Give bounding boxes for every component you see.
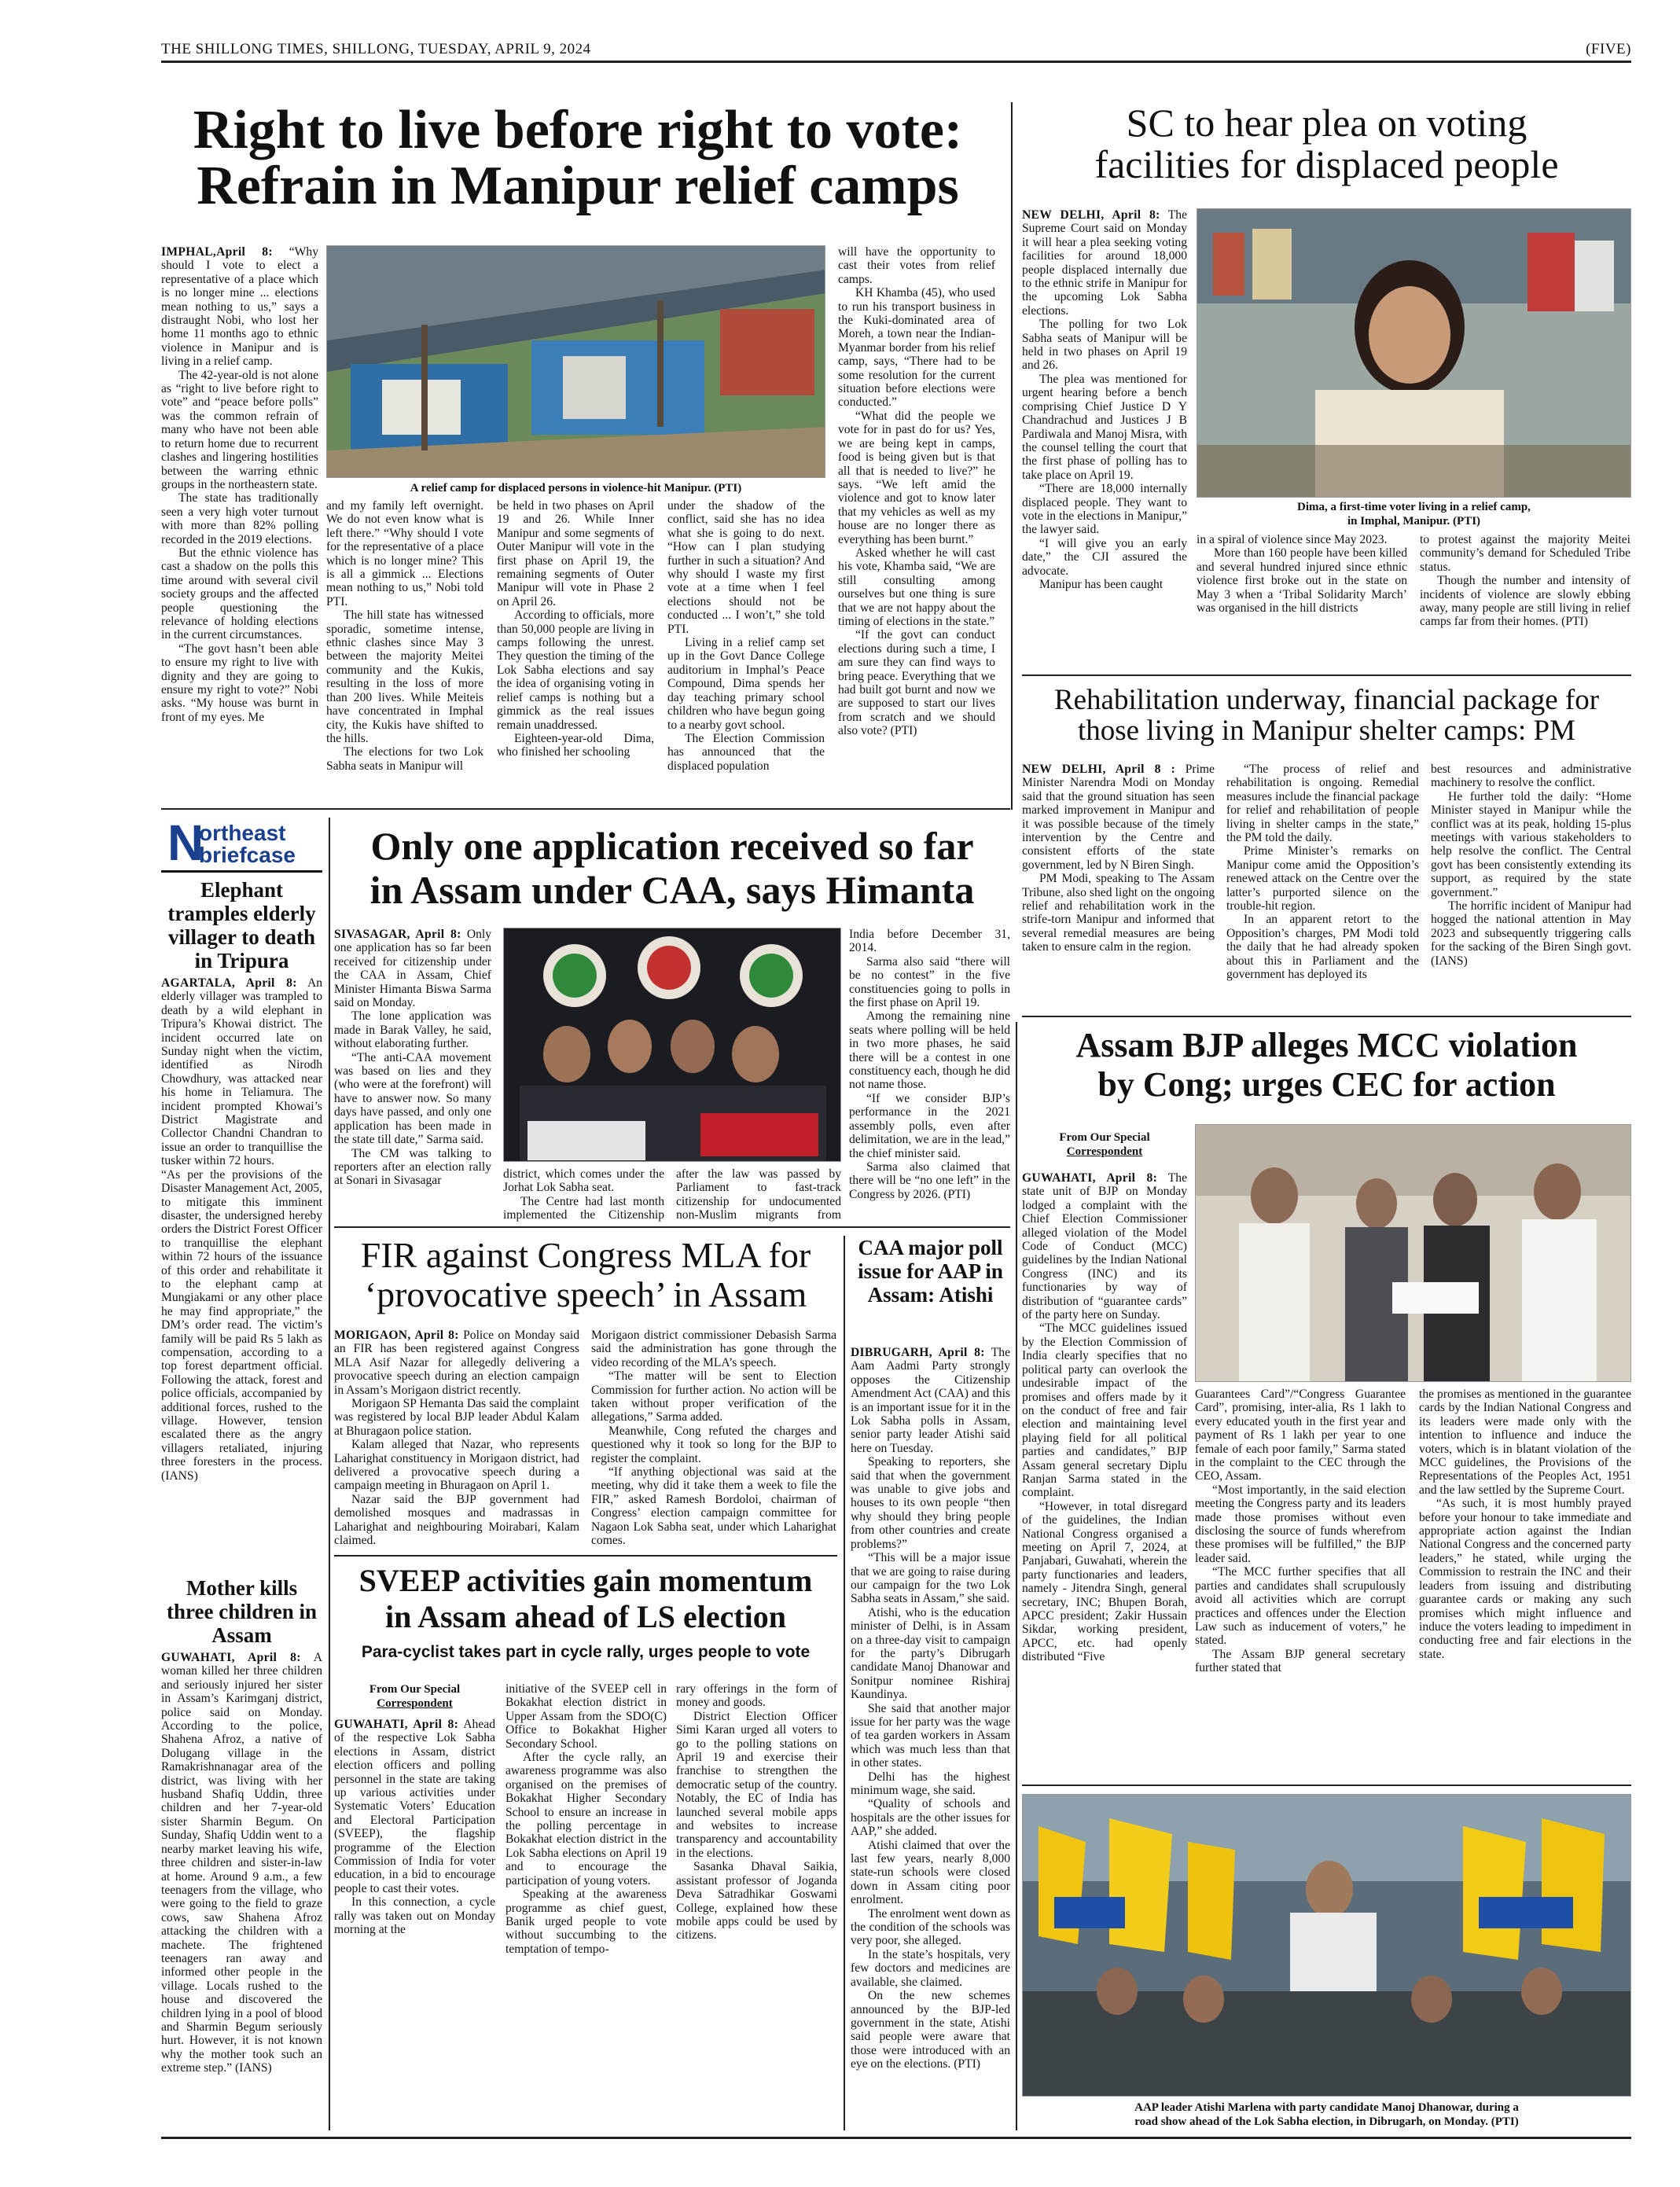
column-divider bbox=[1016, 1022, 1017, 2130]
section-rule bbox=[1022, 674, 1631, 676]
dateline: IMPHAL,April 8: bbox=[161, 245, 273, 259]
paragraph bbox=[497, 608, 654, 732]
paragraph-text: “If the govt can conduct elections during such a time, I am sure they can find ways to bring peace. Everything that we had built got burnt and now we are supposed to start our lives from scratch and we should also vote? (PTI) bbox=[838, 628, 995, 738]
paragraph bbox=[591, 1424, 836, 1465]
paragraph bbox=[851, 1770, 1010, 1798]
sc-col-2 bbox=[1197, 533, 1407, 659]
paragraph-text: best resources and administrative machinery to resolve the conflict. bbox=[1431, 763, 1631, 790]
manipur-col-5 bbox=[838, 245, 995, 796]
paragraph-text: The hill state has witnessed sporadic, sometime intense, ethnic clashes since May 3 between the majority Meitei community and the Kukis, resulting in the loss of more than 200 lives. While Meiteis have concentrated in Imphal city, the Kukis have shifted to the hills. bbox=[326, 608, 483, 745]
byline-line: Correspondent bbox=[377, 1697, 453, 1710]
paragraph bbox=[326, 608, 483, 745]
section-rule bbox=[334, 1555, 837, 1557]
dateline: GUWAHATI, April 8: bbox=[161, 1651, 301, 1664]
headline-line: in Assam ahead of LS election bbox=[384, 1599, 787, 1634]
sc-col-3 bbox=[1420, 533, 1630, 659]
paragraph bbox=[1022, 872, 1215, 954]
dateline: MORIGAON, April 8: bbox=[334, 1329, 459, 1342]
paragraph bbox=[334, 1895, 495, 1936]
paragraph bbox=[591, 1329, 836, 1369]
rehab-col-1 bbox=[1022, 763, 1215, 1002]
dateline: DIBRUGARH, April 8: bbox=[851, 1346, 985, 1359]
paragraph-text: Eighteen-year-old Dima, who finished her schooling bbox=[497, 731, 654, 759]
paragraph-text: “The anti-CAA movement was based on lies and they (who were at the forefront) will have to answer now. So many days have passed, and only one application has been made in the state till date,” Sarma said. bbox=[334, 1050, 491, 1147]
dateline: NEW DELHI, April 8 : bbox=[1022, 763, 1176, 776]
paragraph bbox=[334, 1329, 579, 1397]
paragraph-text: Sasanka Dhaval Saikia, assistant professor of Joganda Deva Satradhikar Goswami College, explained how these mobile apps could be used by citizens. bbox=[676, 1860, 837, 1943]
paragraph bbox=[161, 491, 318, 546]
headline-sveep bbox=[334, 1563, 837, 1635]
byline-line: Correspondent bbox=[1066, 1145, 1143, 1158]
paragraph bbox=[503, 1167, 664, 1195]
caa-col-2 bbox=[503, 1167, 664, 1222]
paragraph bbox=[851, 1551, 1010, 1606]
paragraph-text: initiative of the SVEEP cell in Bokakhat election district in Upper Assam from the SDO(C) Office to Bokakhat Higher Secondary School. bbox=[505, 1682, 667, 1751]
paragraph-text: “There are 18,000 internally displaced people. They want to vote in the elections in Manipur,” the lawyer said. bbox=[1022, 482, 1187, 537]
paragraph bbox=[505, 1887, 667, 1956]
paragraph bbox=[591, 1465, 836, 1547]
paragraph-text: India before December 31, 2014. bbox=[849, 928, 1010, 955]
paragraph-text: “Most importantly, in the said election meeting the Congress party and its leaders made those promises without even disclosing the source of funds wherefrom these promises will be fulfilled,” the BJP leader said. bbox=[1195, 1483, 1406, 1565]
headline-line: ‘provocative speech’ in Assam bbox=[364, 1274, 807, 1314]
headline-line: FIR against Congress MLA for bbox=[360, 1235, 811, 1275]
paragraph-text: and my family left overnight. We do not even know what is left there.” “Why should I vote for the representative of a place which is no longer mine? This is all a gimmick ... Elections mean nothing to us,” Nobi told PTI. bbox=[326, 499, 483, 608]
paragraph-text: “The matter will be sent to Election Commission for further action. No action will be taken without proper verification of the allegations,” Sarma added. bbox=[591, 1369, 836, 1424]
caption-line: road show ahead of the Lok Sabha election, in Dibrugarh, on Monday. (PTI) bbox=[1134, 2115, 1519, 2128]
brief-story-1 bbox=[161, 976, 322, 1574]
dateline: GUWAHATI, April 8: bbox=[1022, 1171, 1158, 1185]
aap-roadshow-photo bbox=[1022, 1794, 1631, 2097]
headline-line: by Cong; urges CEC for action bbox=[1097, 1065, 1556, 1104]
dateline: NEW DELHI, April 8: bbox=[1022, 208, 1160, 222]
paragraph bbox=[497, 732, 654, 759]
paragraph bbox=[851, 1948, 1010, 1989]
paragraph-text bbox=[334, 1548, 579, 1549]
paragraph-text: More than 160 people have been killed and several hundred injured since ethnic violence first broke out in the state on May 3 when a ‘Tribal Solidarity March’ was organised in the hill districts bbox=[1197, 546, 1407, 616]
logo-word-1: ortheast bbox=[199, 821, 286, 845]
paragraph-text: “Why should I vote to elect a representative of a place which is no longer mine ... elections mean nothing to us,” says a distraught Nobi, who lost her home 11 months ago to ethnic violence in Manipur and is living in a relief camp. bbox=[161, 245, 318, 369]
caption-line: Dima, a first-time voter living in a relief camp, bbox=[1297, 501, 1531, 513]
paragraph-text: Guarantees Card”/“Congress Guarantee Card”, promising, inter-alia, Rs 1 lakh to every educated youth in the first year and payment of Rs 1 lakh per year to one female of each poor family,” Sarma stated in the complaint to the CEC through the CEO, Assam. bbox=[1195, 1388, 1406, 1483]
caa-col-4 bbox=[849, 928, 1010, 1218]
paragraph-text: She said that another major issue for her party was the wage of tea garden workers in Assam which was much less than that in other states. bbox=[851, 1701, 1010, 1770]
paragraph bbox=[849, 1160, 1010, 1201]
paragraph bbox=[849, 928, 1010, 955]
paragraph-text: The Aam Aadmi Party strongly opposes the Citizenship Amendment Act (CAA) and this is an important issue for it in the Lok Sabha polls in Assam, senior party leader Atishi said here on Tuesday. bbox=[851, 1346, 1010, 1455]
paragraph-text: “The process of relief and rehabilitation is ongoing. Remedial measures include the financial package for relief and rehabilitation of people living in shelter camps in the state,” the PM told the daily. bbox=[1226, 763, 1419, 845]
paragraph bbox=[334, 1397, 579, 1438]
paragraph-text bbox=[591, 1548, 836, 1549]
headline-line: Only one application received so far bbox=[370, 824, 974, 868]
paragraph bbox=[676, 1710, 837, 1860]
paragraph-text: He further told the daily: “Home Minister stayed in Manipur while the conflict was at its peak, holding 15-plus meetings with various stakeholders to help resolve the conflict. The Central govt has been consistently extending its support, as required by the state government.” bbox=[1431, 789, 1631, 899]
paragraph-text: “The govt hasn’t been able to ensure my right to live with dignity and they are going to ensure my right to vote?” Nobi asks. “My house was burnt in front of my eyes. Me bbox=[161, 641, 318, 724]
paragraph bbox=[838, 286, 995, 410]
dima-caption bbox=[1197, 500, 1631, 528]
paragraph bbox=[851, 1702, 1010, 1770]
paragraph-text: rary offerings in the form of money and goods. bbox=[676, 1682, 837, 1710]
manipur-col-2 bbox=[326, 499, 483, 796]
column-divider bbox=[844, 1236, 845, 2130]
headline-sc bbox=[1022, 102, 1631, 185]
paragraph-text: Meanwhile, Cong refuted the charges and questioned why it took so long for the BJP to register the complaint. bbox=[591, 1424, 836, 1465]
headline-line: those living in Manipur shelter camps: PM bbox=[1077, 714, 1576, 747]
paragraph-text: will have the opportunity to cast their votes from relief camps. bbox=[838, 245, 995, 286]
fir-col-1 bbox=[334, 1329, 579, 1549]
paragraph bbox=[161, 1651, 322, 2075]
headline-manipur bbox=[161, 102, 994, 215]
section-rule bbox=[334, 1226, 1010, 1228]
paragraph bbox=[1419, 1497, 1631, 1661]
paragraph-text: under the shadow of the conflict, said she has no idea what she is going to do next. “How can I plan studying further in such a situation? And why should I waste my first vote at a time when I feel elections should not be conducted ... I won’t,” she told PTI. bbox=[667, 499, 825, 636]
dateline: GUWAHATI, April 8: bbox=[334, 1718, 459, 1731]
paragraph bbox=[1197, 533, 1407, 546]
paragraph-text: “As per the provisions of the Disaster Management Act, 2005, to mitigate this imminent disaster, the undersigned hereby orders the District Forest Officer to tranquillise the elephant within 72 hours of the issuance of this order and rehabilitate it to the elephant camp at Mungiakami or any other place he may find appropriate,” the DM’s order read. The victim’s family will be paid Rs 5 lakh as compensation, according to a top forest department official. Following the attack, forest and police officials, accompanied by additional forces, rushed to the village. However, tension escalated there as the angry villagers retaliated, injuring three foresters in the process. (IANS) bbox=[161, 1167, 322, 1483]
paragraph-text: The Election Commission has announced that the displaced population bbox=[667, 731, 825, 773]
paragraph bbox=[851, 1346, 1010, 1455]
headline-caa bbox=[334, 824, 1010, 912]
headline-line: SVEEP activities gain momentum bbox=[358, 1563, 813, 1598]
paragraph bbox=[1022, 763, 1215, 872]
dima-photo bbox=[1197, 208, 1631, 498]
paragraph-text: Sarma also claimed that there will be “no one left” in the Congress by 2026. (PTI) bbox=[849, 1160, 1010, 1201]
aap-roadshow-caption bbox=[1022, 2101, 1631, 2129]
paragraph-text: Living in a relief camp set up in the Govt Dance College auditorium in Imphal’s Peace Compound, Dima spends her day teaching primary school children who have begun going to a nearby govt school. bbox=[667, 636, 825, 732]
paragraph bbox=[334, 1438, 579, 1493]
sveep-byline bbox=[334, 1682, 495, 1711]
headline-line: in Assam under CAA, says Himanta bbox=[369, 868, 975, 912]
paragraph bbox=[1195, 1483, 1406, 1565]
paragraph-text: PM Modi, speaking to The Assam Tribune, also shed light on the ongoing relief and rehabilitation work in the strife-torn Manipur and informed that several remedial measures are being taken to ensure calm in the region. bbox=[1022, 872, 1215, 954]
paragraph bbox=[838, 628, 995, 737]
headline-line: Rehabilitation underway, financial package for bbox=[1053, 684, 1600, 716]
paragraph bbox=[161, 642, 318, 724]
sveep-col-1 bbox=[334, 1718, 495, 2130]
paragraph bbox=[676, 1860, 837, 1942]
paragraph-text: district, which comes under the Jorhat Lok Sabha seat. bbox=[503, 1167, 664, 1195]
paragraph-text: “As such, it is most humbly prayed before your honour to take immediate and appropriate action against the Indian National Congress and the concerned party leaders,” he stated, while urging the Commission to restrain the INC and their leaders from issuing and distributing guarantee cards or making any such promises which might influence and induce the voters leading to impediment in conducting free and fair elections in the state. bbox=[1419, 1497, 1631, 1661]
paragraph bbox=[161, 369, 318, 492]
paragraph bbox=[1022, 1321, 1187, 1499]
sveep-col-3 bbox=[676, 1682, 837, 2130]
paragraph-text: to protest against the majority Meitei community’s demand for Scheduled Tribe status. bbox=[1420, 533, 1630, 574]
paragraph bbox=[591, 1548, 836, 1549]
paragraph-text: An elderly villager was trampled to death by a wild elephant in Tripura’s Khowai district. The incident occurred late on Sunday night when the victim, identified as Nirodh Chowdhury, was attacked near his home in Teliamura. The incident prompted Khowai’s District Magistrate and Collector Chandni Chandran to issue an order to tranquillise the tusker within 72 hours. bbox=[161, 976, 322, 1168]
paragraph-text: A woman killed her three children and seriously injured her sister in Assam’s Karimganj district, police said on Monday. According to the police, Shahena Afroz, a native of Dolugang village in the Ramakrishnanagar area of the district, was living with her husband Shafiq Uddin, three children and her 7-year-old sister Sharmin Begum. On Sunday, Shafiq Uddin went to a nearby market leaving his wife, three children and sister-in-law at home. Around 9 a.m., a few teenagers from the village, who were going to the field to graze cows, saw Shahena Afroz attacking the children with a machete. The frightened teenagers ran away and informed other people in the village. Locals rushed to the house and discovered the children lying in a pool of blood and Sharmin Begum seriously hurt. However, it is not known why the mother took such an extreme step.” (IANS) bbox=[161, 1651, 322, 2075]
paragraph-text: Manipur has been caught bbox=[1039, 577, 1164, 591]
paragraph bbox=[334, 1147, 491, 1188]
paragraph-text: The 42-year-old is not alone as “right to live before right to vote” and “peace before polls” was the common refrain of many who have not been able to return home due to recurrent clashes and lingering hostilities between the warring ethnic groups in the northeastern state. bbox=[161, 368, 318, 491]
dateline: AGARTALA, April 8: bbox=[161, 976, 297, 990]
masthead bbox=[161, 41, 1631, 61]
paragraph-text: Police on Monday said an FIR has been registered against Congress MLA Asif Nazar for allegedly delivering a provocative speech during an election campaign in Assam’s Morigaon district recently. bbox=[334, 1329, 579, 1397]
headline-line: Refrain in Manipur relief camps bbox=[197, 156, 959, 217]
paragraph-text: District Election Officer Simi Karan urged all voters to go to the polling stations on April 19 and exercise their franchise to strengthen the democratic setup of the country. Notably, the EC of India has launched several mobile apps and websites to increase transparency and accountability in the elections. bbox=[676, 1709, 837, 1860]
paragraph-text: But the ethnic violence has cast a shadow on the polls this time around with several civil society groups and the affected people questioning the relevance of holding elections in the current circumstances. bbox=[161, 546, 318, 642]
paragraph bbox=[1419, 1388, 1631, 1497]
relief-camp-photo bbox=[326, 245, 825, 478]
paragraph bbox=[838, 410, 995, 546]
paragraph bbox=[838, 546, 995, 628]
paragraph bbox=[667, 499, 825, 636]
paragraph bbox=[1420, 574, 1630, 629]
brief-headline-1: Elephant tramples elderly villager to death in Tripura bbox=[167, 878, 316, 972]
logo-n: N bbox=[167, 814, 204, 871]
paragraph-text: In this connection, a cycle rally was taken out on Monday morning at the bbox=[334, 1895, 495, 1937]
masthead-date: THE SHILLONG TIMES, SHILLONG, TUESDAY, APRIL 9, 2024 bbox=[161, 41, 591, 57]
section-rule bbox=[1022, 1785, 1631, 1786]
paragraph bbox=[161, 1168, 322, 1483]
paragraph bbox=[1022, 208, 1187, 318]
paragraph bbox=[334, 1548, 579, 1549]
caption-line: in Imphal, Manipur. (PTI) bbox=[1347, 515, 1481, 527]
paragraph-text: Asked whether he will cast his vote, Khamba said, “We are still consulting among ourselves but one thing is sure that we are not happy about the timing of elections in the state.” bbox=[838, 546, 995, 628]
paragraph bbox=[1420, 533, 1630, 574]
caa-protest-photo bbox=[503, 928, 841, 1162]
paragraph bbox=[667, 732, 825, 773]
paragraph-text: in a spiral of violence since May 2023. bbox=[1197, 533, 1388, 546]
paragraph bbox=[326, 499, 483, 608]
paragraph-text: The enrolment went down as the condition of the schools was very poor, she alleged. bbox=[851, 1906, 1010, 1948]
headline-line: facilities for displaced people bbox=[1094, 142, 1559, 186]
headline-rehab bbox=[1022, 686, 1631, 747]
paragraph bbox=[1195, 1388, 1406, 1483]
headline-line: Assam BJP alleges MCC violation bbox=[1075, 1026, 1578, 1064]
paragraph bbox=[851, 1989, 1010, 2071]
headline-aap: CAA major poll issue for AAP in Assam: Atishi bbox=[858, 1236, 1003, 1307]
paragraph-text: “This will be a major issue that we are going to raise during our campaign for the two Lok Sabha seats in Assam,” she said. bbox=[851, 1551, 1010, 1606]
paragraph-text: Nazar said the BJP government had demolished mosques and madrassas in Laharighat and neighbouring Moirabari, Kalam claimed. bbox=[334, 1492, 579, 1548]
paragraph-text: The Centre had last month implemented the Citizenship bbox=[503, 1194, 664, 1222]
paragraph bbox=[1022, 1500, 1187, 1664]
paragraph-text: The CM was talking to reporters after an election rally at Sonari in Sivasagar bbox=[334, 1146, 491, 1188]
paragraph bbox=[334, 928, 491, 1009]
section-rule bbox=[1022, 1016, 1631, 1017]
caption-line: AAP leader Atishi Marlena with party candidate Manoj Dhanowar, during a bbox=[1134, 2101, 1519, 2114]
sveep-subhead: Para-cyclist takes part in cycle rally, urges people to vote bbox=[361, 1643, 811, 1661]
section-rule bbox=[161, 808, 1010, 810]
paragraph bbox=[849, 1009, 1010, 1091]
paragraph bbox=[591, 1369, 836, 1424]
mcc-byline bbox=[1022, 1130, 1187, 1159]
paragraph-text: KH Khamba (45), who used to run his transport business in the Kuki-dominated area of Moreh, a town near the Indian-Myanmar border from his relief camp, says, “There had to be some resolution for the current situation before elections were conducted.” bbox=[838, 286, 995, 410]
paragraph-text: “However, in total disregard of the guidelines, the Indian National Congress organised a meeting on April 7, 2024, at Panjabari, Guwahati, wherein the party functionaries and leaders, namely - Jitendra Singh, general secretary, INC; Bhupen Borah, APCC president; Zakir Hussain Sikdar, working president, APCC, etc. had openly distributed “Five bbox=[1022, 1499, 1187, 1664]
byline-line: From Our Special bbox=[369, 1683, 461, 1696]
rehab-col-3 bbox=[1431, 763, 1631, 1002]
paragraph bbox=[838, 245, 995, 286]
paragraph bbox=[1022, 373, 1187, 482]
logo-word-2: briefcase bbox=[199, 843, 296, 867]
fir-col-2 bbox=[591, 1329, 836, 1549]
paragraph-text: “I will give you an early date,” the CJI assured the advocate. bbox=[1022, 536, 1187, 578]
paragraph bbox=[334, 1493, 579, 1548]
column-divider bbox=[1011, 102, 1013, 810]
briefcase-logo bbox=[161, 814, 322, 873]
paragraph-text: Sarma also said “there will be no contest” in the five constituencies going to polls in the first phase on April 19. bbox=[849, 954, 1010, 1010]
paragraph-text: According to officials, more than 50,000 people are living in camps following the unrest. They question the timing of the Lok Sabha elections and say the idea of organising voting in relief camps is nothing but a gimmick as the real issues remain unaddressed. bbox=[497, 608, 654, 732]
paragraph-text: Among the remaining nine seats where polling will be held in two more phases, he said there will be a contest in one constituency each, though he did not name those. bbox=[849, 1009, 1010, 1092]
sc-col-1 bbox=[1022, 208, 1187, 656]
paragraph bbox=[1226, 763, 1419, 844]
headline-line: SC to hear plea on voting bbox=[1126, 101, 1527, 145]
paragraph-text: “Quality of schools and hospitals are the other issues for AAP,” she added. bbox=[851, 1797, 1010, 1839]
paragraph-text: “The MCC further specifies that all parties and candidates shall scrupulously avoid all activities which are corrupt practices and offences under the Election Law such as inducement of voters,” he stated. bbox=[1195, 1565, 1406, 1648]
manipur-col-1 bbox=[161, 245, 318, 796]
paragraph bbox=[1431, 899, 1631, 968]
paragraph bbox=[851, 1839, 1010, 1907]
paragraph bbox=[851, 1455, 1010, 1551]
paragraph bbox=[667, 636, 825, 732]
paragraph bbox=[161, 976, 322, 1168]
paragraph-text: Morigaon SP Hemanta Das said the complaint was registered by local BJP leader Abdul Kalam at Bhuragaon police station. bbox=[334, 1397, 579, 1438]
masthead-rule bbox=[161, 61, 1631, 63]
brief-headline-2: Mother kills three children in Assam bbox=[166, 1576, 317, 1647]
paragraph bbox=[1226, 844, 1419, 913]
paragraph bbox=[497, 499, 654, 608]
paragraph-text: “What did the people we vote for in past do for us? Yes, we are being kept in camps, food is being given but is that all that is needed to live?” he says. “We left amid the violence and got to know later that my vehicles as well as my house are no longer there as everything has been burnt.” bbox=[838, 409, 995, 546]
paragraph-text: be held in two phases on April 19 and 26. While Inner Manipur and some segments of Outer Manipur will vote in the first phase on April 19, the remaining segments of Outer Manipur will vote in Phase 2 on April 26. bbox=[497, 499, 654, 608]
dateline: SIVASAGAR, April 8: bbox=[334, 928, 461, 941]
paragraph bbox=[334, 1051, 491, 1147]
paragraph-text: The state has traditionally seen a very high voter turnout with more than 82% polling recorded in the 2019 elections. bbox=[161, 491, 318, 546]
paragraph bbox=[676, 1167, 841, 1222]
headline-fir bbox=[334, 1236, 837, 1314]
paragraph bbox=[503, 1195, 664, 1222]
paragraph bbox=[1195, 1648, 1406, 1675]
paragraph bbox=[1195, 1565, 1406, 1647]
paragraph bbox=[1226, 913, 1419, 981]
paragraph-text: the promises as mentioned in the guarantee cards by the Indian National Congress and its leaders were made only with the intention to influence and induce the voters, which is in blatant violation of the MCC guidelines, the Provisions of the Representations of the Peoples Act, 1951 and the law settled by the Supreme Court. bbox=[1419, 1388, 1631, 1497]
paragraph-text: Speaking to reporters, she said that when the government was unable to give jobs and houses to its own people “then why should they bring people from other countries and create problems?” bbox=[851, 1455, 1010, 1551]
paragraph bbox=[334, 1009, 491, 1050]
paragraph-text: Atishi claimed that over the last few years, nearly 8,000 state-run schools were closed down in Assam citing poor enrolment. bbox=[851, 1838, 1010, 1907]
paragraph bbox=[505, 1682, 667, 1751]
column-divider bbox=[329, 818, 330, 2130]
bjp-complaint-photo bbox=[1195, 1124, 1631, 1382]
paragraph bbox=[1022, 537, 1187, 578]
paragraph-text: The horrific incident of Manipur had hogged the national attention in May 2023 and subsequently triggering calls for the sacking of the Biren Singh govt. (IANS) bbox=[1431, 899, 1631, 968]
paragraph-text: The state unit of BJP on Monday lodged a complaint with the Chief Election Commissioner alleged violation of the Model Code of Conduct (MCC) guidelines by the Indian National Congress (INC) and its functionaries by way of distribution of “guarantee cards” of the party here on Sunday. bbox=[1022, 1171, 1187, 1322]
paragraph bbox=[334, 1718, 495, 1895]
paragraph-text: Ahead of the respective Lok Sabha elections in Assam, district election officers and polling personnel in the state are taking up various activities under Systematic Voters’ Education and Electoral Participation (SVEEP), the flagship programme of the Election Commission of India for voter education, in a bid to encourage people to cast their votes. bbox=[334, 1718, 495, 1895]
paragraph-text: after the law was passed by Parliament to fast-track citizenship for undocumented non-Muslim migrants from bbox=[676, 1167, 841, 1222]
footer-rule bbox=[161, 2137, 1631, 2139]
relief-camp-caption: A relief camp for displaced persons in violence-hit Manipur. (PTI) bbox=[410, 482, 742, 494]
paragraph-text: Morigaon district commissioner Debasish Sarma said the administration has gone through the video recording of the MLA’s speech. bbox=[591, 1329, 836, 1369]
paragraph-text: “If anything objectional was said at the meeting, why did it take them a week to file the FIR,” asked Ramesh Bordoloi, chairman of Congress’ election campaign committee for Nagaon Lok Sabha seat, under which Laharighat comes. bbox=[591, 1465, 836, 1548]
paragraph bbox=[1431, 763, 1631, 790]
page-number: (FIVE) bbox=[1586, 41, 1631, 57]
paragraph-text: The lone application was made in Barak Valley, he said, without elaborating further. bbox=[334, 1009, 491, 1051]
paragraph-text: On the new schemes announced by the BJP-led government in the state, Atishi said people were aware that those were introduced with an eye on the elections. (PTI) bbox=[851, 1989, 1010, 2071]
paragraph-text: After the cycle rally, an awareness programme was also organised on the premises of Bokakhat Higher Secondary School to ensure an increase in the polling percentage in Bokakhat election district in the Lok Sabha elections on April 19 and to encourage the participation of young voters. bbox=[505, 1751, 667, 1887]
paragraph-text: “The MCC guidelines issued by the Election Commission of India clearly specifies that no political party can overlook the undesirable impact of the promises and offers made by it on the conduct of free and fair election and maintaining level playing field for all political parties and candidates,” BJP Assam general secretary Diplu Ranjan Sarma stated in the complaint. bbox=[1022, 1321, 1187, 1500]
paragraph bbox=[1022, 318, 1187, 373]
paragraph-text: Speaking at the awareness programme as chief guest, Banik urged people to vote without succumbing to the temptation of tempo- bbox=[505, 1887, 667, 1956]
caa-col-1 bbox=[334, 928, 491, 1218]
paragraph-text: In the state’s hospitals, very few doctors and medicines are available, she claimed. bbox=[851, 1947, 1010, 1989]
paragraph bbox=[1197, 546, 1407, 615]
paragraph-text: Though the number and intensity of incidents of violence are slowly ebbing away, many people are still living in relief camps far from their homes. (PTI) bbox=[1420, 574, 1630, 629]
paragraph bbox=[851, 1797, 1010, 1838]
paragraph-text: The Assam BJP general secretary further stated that bbox=[1195, 1647, 1406, 1675]
paragraph-text: Prime Minister’s remarks on Manipur come amid the Opposition’s renewed attack on the Centre over the latter’s purported silence on the trouble-hit region. bbox=[1226, 844, 1419, 913]
paragraph-text: In an apparent retort to the Opposition’s charges, PM Modi told the daily that he had already spoken about this in Parliament and the government has deployed its bbox=[1226, 913, 1419, 982]
paragraph bbox=[1022, 482, 1187, 537]
byline-line: From Our Special bbox=[1059, 1131, 1150, 1144]
paragraph bbox=[1022, 578, 1187, 591]
paragraph bbox=[849, 1092, 1010, 1160]
paragraph-text: Delhi has the highest minimum wage, she said. bbox=[851, 1770, 1010, 1797]
headline-line: Right to live before right to vote: bbox=[193, 100, 963, 160]
rehab-col-2 bbox=[1226, 763, 1419, 1002]
paragraph bbox=[676, 1682, 837, 1710]
paragraph-text: Only one application has so far been received for citizenship under the CAA in Assam, Chief Minister Himanta Biswa Sarma said on Monday. bbox=[334, 928, 491, 1010]
paragraph bbox=[326, 745, 483, 773]
paragraph-text: Kalam alleged that Nazar, who represents Laharighat constituency in Morigaon district, had delivered a provocative speech during a campaign meeting in Bhuragaon on April 1. bbox=[334, 1438, 579, 1493]
paragraph-text: Prime Minister Narendra Modi on Monday said that the ground situation has seen marked improvement in Manipur and it was possible because of the timely intervention by the Centre and consistent efforts of the state government, led by N Biren Singh. bbox=[1022, 763, 1215, 872]
paragraph bbox=[851, 1606, 1010, 1702]
manipur-col-3 bbox=[497, 499, 654, 796]
paragraph-text: Atishi, who is the education minister of Delhi, is in Assam on a three-day visit to campaign for the party’s Dibrugarh candidate Manoj Dhanowar and Sonitpur nominee Rishiraj Kaundinya. bbox=[851, 1605, 1010, 1702]
paragraph-text: The elections for two Lok Sabha seats in Manipur will bbox=[326, 745, 483, 773]
paragraph bbox=[1022, 1171, 1187, 1321]
aap-col-1 bbox=[851, 1346, 1010, 2132]
paragraph-text: The polling for two Lok Sabha seats of Manipur will be held in two phases on April 19 and 26. bbox=[1022, 318, 1187, 373]
paragraph bbox=[161, 245, 318, 369]
sveep-col-2 bbox=[505, 1682, 667, 2130]
paragraph bbox=[851, 1907, 1010, 1948]
paragraph bbox=[161, 546, 318, 642]
caa-col-3 bbox=[676, 1167, 841, 1222]
paragraph bbox=[1431, 790, 1631, 899]
paragraph-text: The Supreme Court said on Monday it will hear a plea seeking voting facilities for around 18,000 people displaced internally due to the ethnic strife in Manipur for the upcoming Lok Sabha elections. bbox=[1022, 208, 1187, 318]
paragraph bbox=[505, 1751, 667, 1887]
paragraph-text: The plea was mentioned for urgent hearing before a bench comprising Chief Justice D Y Chandrachud and Justices J B Pardiwala and Manoj Misra, with the counsel telling the court that the first phase of polling has to take place on April 19. bbox=[1022, 372, 1187, 482]
manipur-col-4 bbox=[667, 499, 825, 796]
brief-story-2 bbox=[161, 1651, 322, 2123]
paragraph-text: “If we consider BJP’s performance in the 2021 assembly polls, even after delimitation, we are in the lead,” the chief minister said. bbox=[849, 1091, 1010, 1160]
headline-mcc bbox=[1022, 1026, 1631, 1105]
paragraph bbox=[849, 955, 1010, 1010]
